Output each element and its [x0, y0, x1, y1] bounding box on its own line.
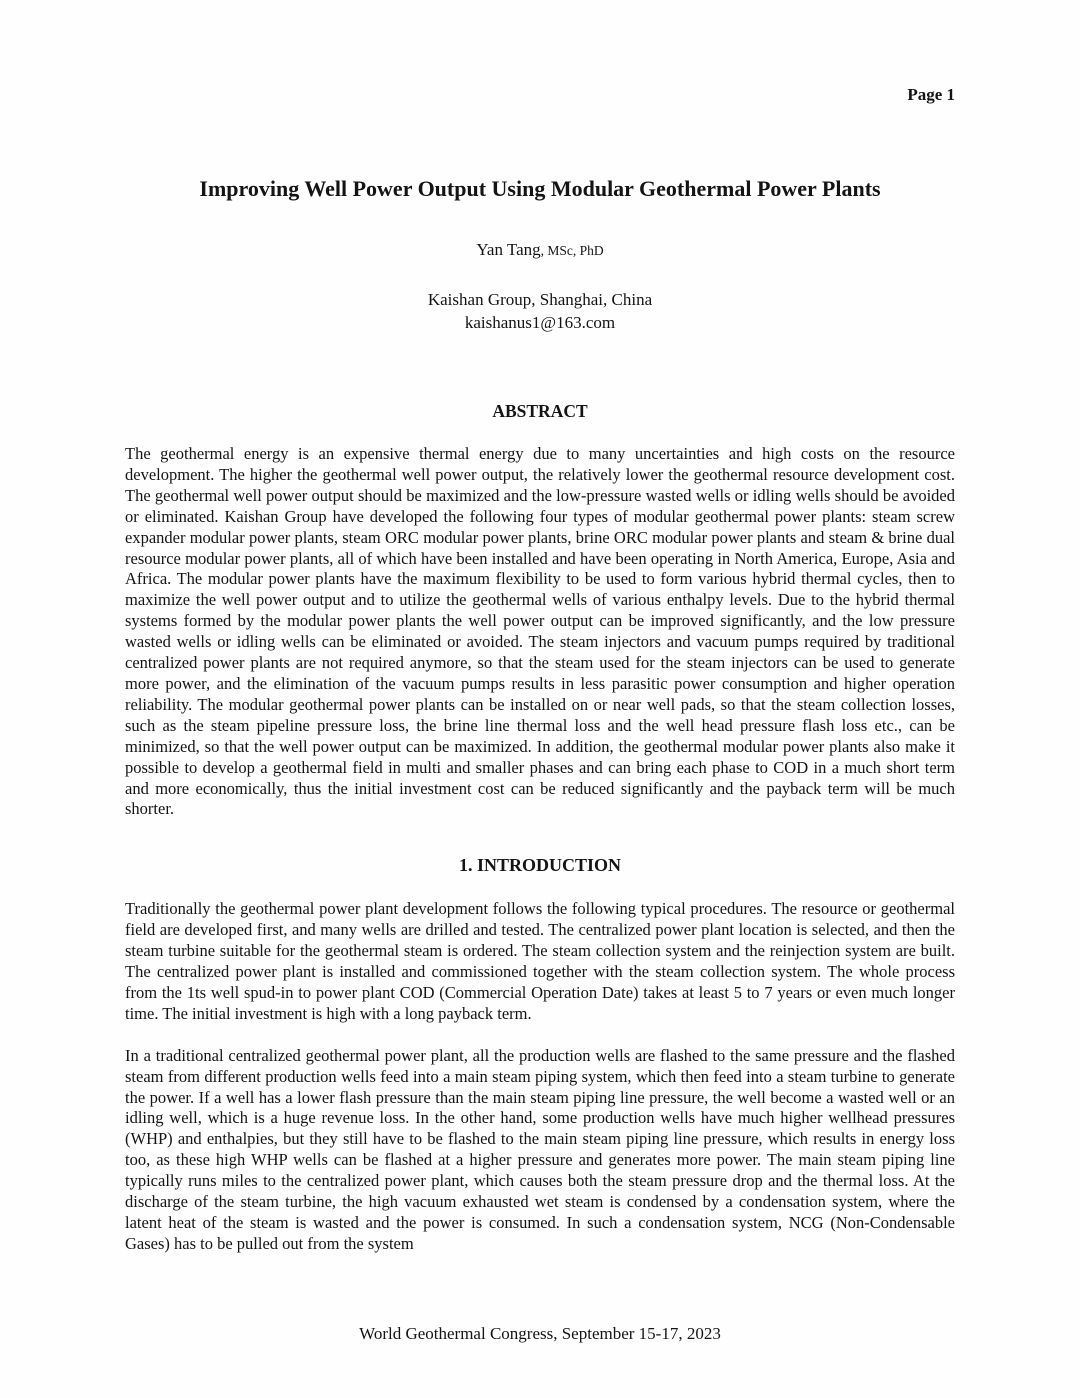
- abstract-heading: ABSTRACT: [492, 401, 588, 421]
- introduction-paragraph-1: Traditionally the geothermal power plant development follows the following typical procedures. The resource or geothermal field are developed first, and many wells are drilled and tested. The centralized power plant location is selected, and then the steam turbine suitable for the geothermal steam is ordered. The steam collection system and the reinjection system are built. The centralized power plant is installed and commissioned together with the steam collection system. The whole process from the 1ts well spud-in to power plant COD (Commercial Operation Date) takes at least 5 to 7 years or even much longer time. The initial investment is high with a long payback term.: [125, 899, 955, 1023]
- abstract-paragraph: The geothermal energy is an expensive thermal energy due to many uncertainties and high costs on the resource development. The higher the geothermal well power output, the relatively lower the geothermal resource development cost. The geothermal well power output should be maximized and the low-pressure wasted wells or idling wells should be avoided or eliminated. Kaishan Group have developed the following four types of modular geothermal power plants: steam screw expander modular power plants, steam ORC modular power plants, brine ORC modular power plants and steam & brine dual resource modular power plants, all of which have been installed and have been operating in North America, Europe, Asia and Africa. The modular power plants have the maximum flexibility to be used to form various hybrid thermal cycles, then to maximize the well power output and to utilize the geothermal wells of various enthalpy levels. Due to the hybrid thermal systems formed by the modular power plants the well power output can be improved significantly, and the low pressure wasted wells or idling wells can be eliminated or avoided. The steam injectors and vacuum pumps required by traditional centralized power plants are not required anymore, so that the steam used for the steam injectors can be used to generate more power, and the elimination of the vacuum pumps results in less parasitic power consumption and higher operation reliability. The modular geothermal power plants can be installed on or near well pads, so that the steam collection losses, such as the steam pipeline pressure loss, the brine line thermal loss and the well head pressure flash loss etc., can be minimized, so that the well power output can be maximized. In addition, the geothermal modular power plants also make it possible to develop a geothermal field in multi and smaller phases and can bring each phase to COD in a much short term and more economically, thus the initial investment cost can be reduced significantly and the payback term will be much shorter.: [125, 444, 955, 819]
- introduction-heading: 1. INTRODUCTION: [458, 855, 622, 876]
- author-email: kaishanus1@163.com: [464, 313, 616, 332]
- introduction-paragraph-2: In a traditional centralized geothermal power plant, all the production wells are flashed to the same pressure and the flashed steam from different production wells feed into a main steam piping system, which then feed into a steam turbine to generate the power. If a well has a lower flash pressure than the main steam piping line pressure, the well become a wasted well or an idling well, which is a huge revenue loss. In the other hand, some production wells have much higher wellhead pressures (WHP) and enthalpies, but they still have to be flashed to the main steam piping line pressure, which results in energy loss too, as these high WHP wells can be flashed at a higher pressure and generates more power. The main steam piping line typically runs miles to the centralized power plant, which causes both the steam pressure drop and the thermal loss. At the discharge of the steam turbine, the high vacuum exhausted wet steam is condensed by a condensation system, where the latent heat of the steam is wasted and the power is consumed. In such a condensation system, NCG (Non-Condensable Gases) has to be pulled out from the system: [125, 1045, 955, 1253]
- author-name: Yan Tang: [476, 240, 541, 259]
- conference-footer: World Geothermal Congress, September 15-17, 2023: [359, 1324, 721, 1343]
- page-number-label: Page 1: [907, 85, 955, 104]
- author-credentials: , MSc, PhD: [540, 243, 604, 258]
- author-line: [125, 239, 955, 262]
- affiliation: Kaishan Group, Shanghai, China: [427, 290, 653, 309]
- paper-title: Improving Well Power Output Using Modular Geothermal Power Plants: [199, 176, 881, 201]
- affiliation-block: [125, 288, 955, 334]
